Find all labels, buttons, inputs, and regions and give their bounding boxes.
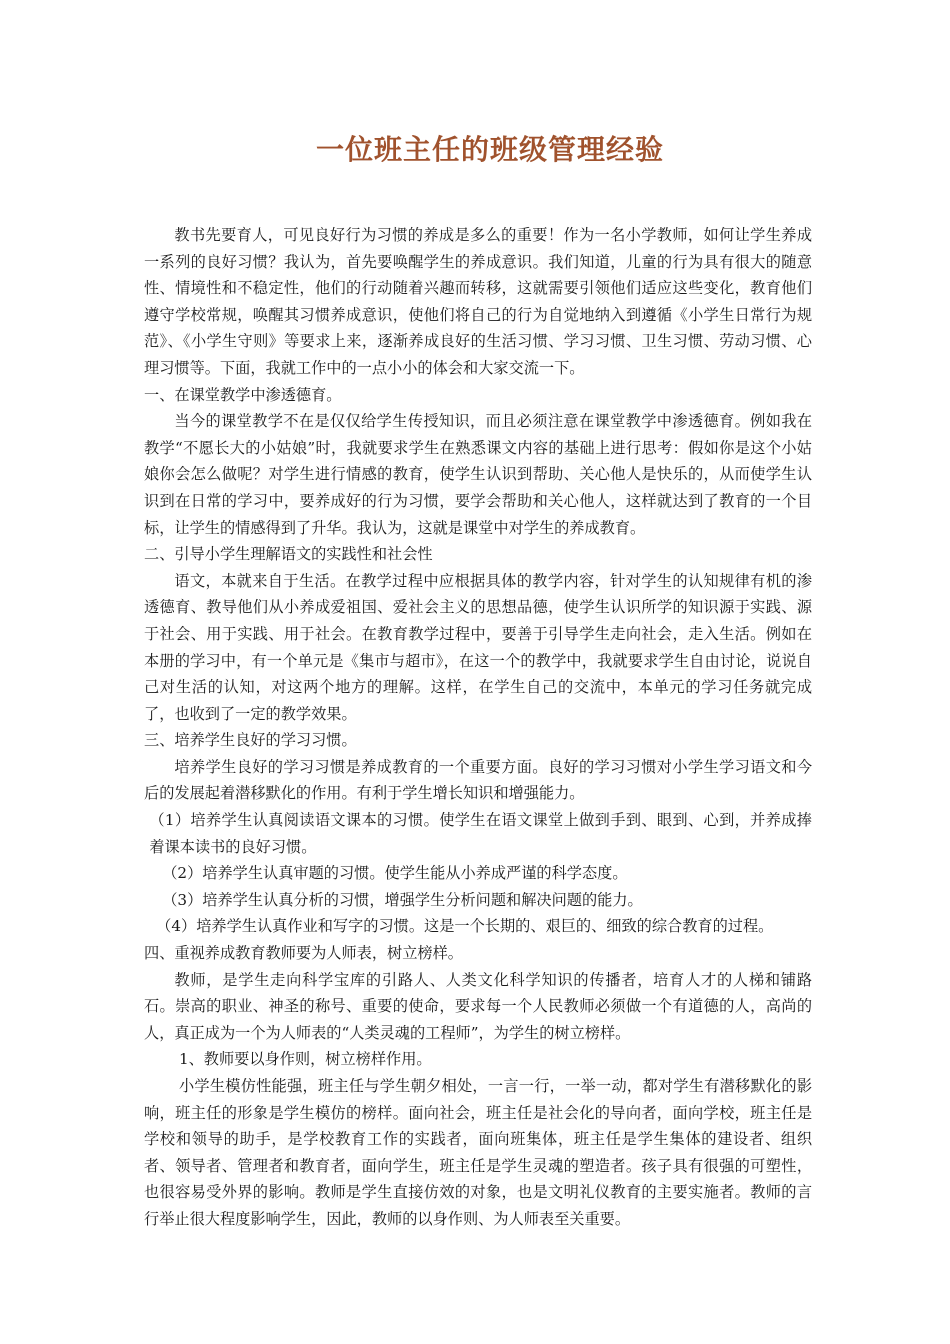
section-3-paragraph: 培养学生良好的学习习惯是养成教育的一个重要方面。良好的学习习惯对小学生学习语文和今后的发展起着潜移默化的作用。有利于学生增长知识和增强能力。 xyxy=(144,757,812,803)
section-heading-1: 一、在课堂教学中渗透德育。 xyxy=(144,385,342,404)
section-heading-3: 三、培养学生良好的学习习惯。 xyxy=(144,731,357,750)
intro-paragraph: 教书先要育人，可见良好行为习惯的养成是多么的重要！作为一名小学教师，如何让学生养成一系列的良好习惯？我认为，首先要唤醒学生的养成意识。我们知道，儿童的行为具有很大的随意性、情境性和不稳定性，他们的行动随着兴趣而转移，这就需要引领他们适应这些变化，教育他们遵守学校常规，唤醒其习惯养成意识，使他们将自己的行为自觉地纳入到遵循《小学生日常行为规范》、《小学生守则》等要求上来，逐渐养成良好的生活习惯、学习习惯、卫生习惯、劳动习惯、心理习惯等。下面，我就工作中的一点小小的体会和大家交流一下。 xyxy=(144,226,812,377)
document-title: 一位班主任的班级管理经验 xyxy=(315,133,664,166)
subsection-1-paragraph: 小学生模仿性能强，班主任与学生朝夕相处，一言一行，一举一动，都对学生有潜移默化的影响，班主任的形象是学生模仿的榜样。面向社会，班主任是社会化的导向者，面向学校，班主任是学校和领导的助手，是学校教育工作的实践者，面向班集体，班主任是学生集体的建设者、组织者、领导者、管理者和教育者，面向学生，班主任是学生灵魂的塑造者。孩子具有很强的可塑性，也很容易受外界的影响。教师是学生直接仿效的对象，也是文明礼仪教育的主要实施者。教师的言行举止很大程度影响学生，因此，教师的以身作则、为人师表至关重要。 xyxy=(144,1077,812,1228)
section-1-paragraph: 当今的课堂教学不在是仅仅给学生传授知识，而且必须注意在课堂教学中渗透德育。例如我在教学“不愿长大的小姑娘”时，我就要求学生在熟悉课文内容的基础上进行思考：假如你是这个小姑娘你会怎么做呢？对学生进行情感的教育，使学生认识到帮助、关心他人是快乐的，从而使学生认识到在日常的学习中，要养成好的行为习惯，要学会帮助和关心他人，这样就达到了教育的一个目标，让学生的情感得到了升华。我认为，这就是课堂中对学生的养成教育。 xyxy=(144,412,812,537)
document-body xyxy=(144,222,812,1233)
section-2-paragraph: 语文，本就来自于生活。在教学过程中应根据具体的教学内容，针对学生的认知规律有机的渗透德育、教导他们从小养成爱祖国、爱社会主义的思想品德，使学生认识所学的知识源于实践、源于社会、用于实践、用于社会。在教育教学过程中，要善于引导学生走向社会，走入生活。例如在本册的学习中，有一个单元是《集市与超市》，在这一个的教学中，我就要求学生自由讨论，说说自己对生活的认知，对这两个地方的理解。这样，在学生自己的交流中，本单元的学习任务就完成了，也收到了一定的教学效果。 xyxy=(144,571,812,723)
list-item-1: （1）培养学生认真阅读语文课本的习惯。使学生在语文课堂上做到手到、眼到、心到，并养成捧着课本读书的良好习惯。 xyxy=(149,811,812,856)
list-item-2: （2）培养学生认真审题的习惯。使学生能从小养成严谨的科学态度。 xyxy=(162,864,628,883)
section-heading-4: 四、重视养成教育教师要为人师表，树立榜样。 xyxy=(144,944,463,963)
section-4-paragraph: 教师，是学生走向科学宝库的引路人、人类文化科学知识的传播者，培育人才的人梯和铺路石。崇高的职业、神圣的称号、重要的使命，要求每一个人民教师必须做一个有道德的人，高尚的人，真正成为一个为人师表的“人类灵魂的工程师”，为学生的树立榜样。 xyxy=(144,970,812,1042)
list-item-4: （4）培养学生认真作业和写字的习惯。这是一个长期的、艰巨的、细致的综合教育的过程。 xyxy=(156,917,774,936)
list-item-3: （3）培养学生认真分析的习惯，增强学生分析问题和解决问题的能力。 xyxy=(162,890,643,909)
section-heading-2: 二、引导小学生理解语文的实践性和社会性 xyxy=(144,545,433,564)
subsection-heading-1: 1、教师要以身作则，树立榜样作用。 xyxy=(178,1050,432,1069)
